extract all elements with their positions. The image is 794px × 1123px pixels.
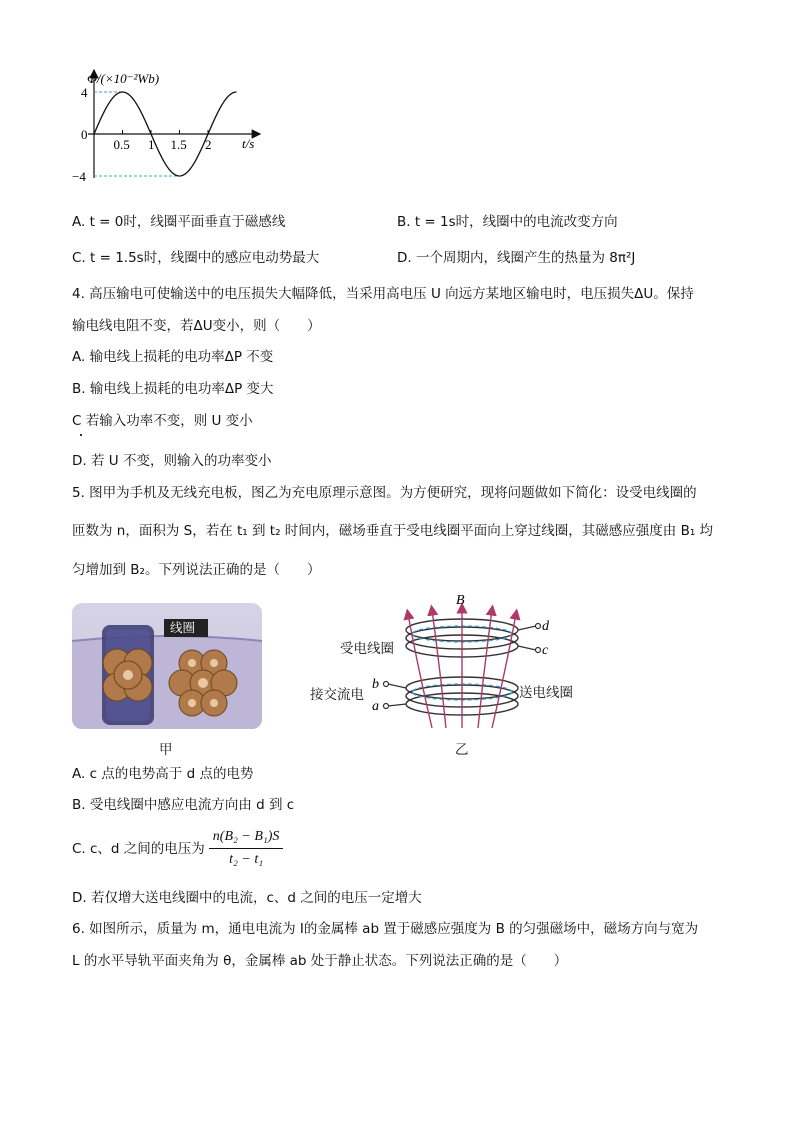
y-tick-label: 4 [81, 85, 88, 100]
terminal-b: b [372, 677, 379, 692]
receive-coil-label: 受电线圈 [340, 641, 394, 657]
q6-stem-line1: 6. 如图所示，质量为 m，通电电流为 I的金属棒 ab 置于磁感应强度为 B 的匀强磁场中，磁场方向与宽为 [72, 921, 699, 937]
q5-stem-line1: 5. 图甲为手机及无线充电板，图乙为充电原理示意图。为方便研究，现将问题做如下简化：设受电线圈的 [72, 485, 697, 501]
q3-option-a: A. t = 0时，线圈平面垂直于磁感线 [72, 214, 286, 230]
q3-option-b: B. t = 1s时，线圈中的电流改变方向 [397, 214, 618, 230]
terminal-d: d [542, 619, 549, 634]
q5-option-c-prefix: C. c、d 之间的电压为 [72, 840, 205, 857]
flux-time-graph [70, 62, 270, 197]
fraction-denominator: t₂ − t₁ [229, 852, 264, 867]
stray-dot [80, 434, 82, 436]
terminal-c: c [542, 643, 549, 658]
q4-option-d: D. 若 U 不变，则输入的功率变小 [72, 453, 272, 469]
charging-pad-photo [72, 603, 262, 729]
voltage-fraction [209, 828, 284, 869]
send-coil-label: 送电线圈 [519, 685, 573, 701]
q3-option-d: D. 一个周期内，线圈产生的热量为 8π²J [397, 250, 636, 266]
q3-option-c: C. t = 1.5s时，线圈中的感应电动势最大 [72, 250, 320, 266]
x-tick-label: 1 [148, 137, 155, 152]
q5-option-d: D. 若仅增大送电线圈中的电流，c、d 之间的电压一定增大 [72, 890, 422, 906]
q4-stem-line1: 4. 高压输电可使输送中的电压损失大幅降低，当采用高电压 U 向远方某地区输电时，电压损失ΔU。保持 [72, 286, 694, 302]
x-tick-label: 0.5 [113, 137, 130, 152]
y-tick-label: −4 [72, 169, 86, 184]
terminal-a: a [372, 699, 379, 714]
q5-option-c [72, 828, 283, 869]
y-tick-label: 0 [81, 127, 88, 142]
wireless-charging-diagram [300, 588, 600, 758]
q4-option-a: A. 输电线上损耗的电功率ΔP 不变 [72, 349, 274, 365]
q4-option-b: B. 输电线上损耗的电功率ΔP 变大 [72, 381, 274, 397]
diagram-caption-yi: 乙 [455, 742, 469, 758]
fraction-numerator: n(B₂ − B₁)S [209, 828, 284, 849]
q4-stem-line2: 输电线电阻不变，若ΔU变小，则（ ） [72, 318, 321, 334]
graph-ylabel: Φ/(×10⁻²Wb) [87, 71, 160, 86]
graph-xlabel: t/s [242, 136, 255, 151]
q5-option-a: A. c 点的电势高于 d 点的电势 [72, 766, 254, 782]
q5-stem-line2: 匝数为 n，面积为 S，若在 t₁ 到 t₂ 时间内，磁场垂直于受电线圈平面向上穿过线圈，其磁感应强度由 B₁ 均 [72, 523, 714, 539]
q5-stem-line3: 匀增加到 B₂。下列说法正确的是（ ） [72, 562, 321, 578]
q4-option-c: C 若输入功率不变，则 U 变小 [72, 413, 253, 429]
b-field-label: B [456, 593, 465, 608]
x-tick-label: 1.5 [170, 137, 187, 152]
q5-option-b: B. 受电线圈中感应电流方向由 d 到 c [72, 797, 295, 813]
coil-label: 线圈 [170, 620, 196, 635]
photo-caption-jia: 甲 [159, 742, 173, 758]
x-tick-label: 2 [205, 137, 212, 152]
ac-input-label: 接交流电 [310, 687, 364, 703]
q6-stem-line2: L 的水平导轨平面夹角为 θ，金属棒 ab 处于静止状态。下列说法正确的是（ ） [72, 953, 568, 969]
